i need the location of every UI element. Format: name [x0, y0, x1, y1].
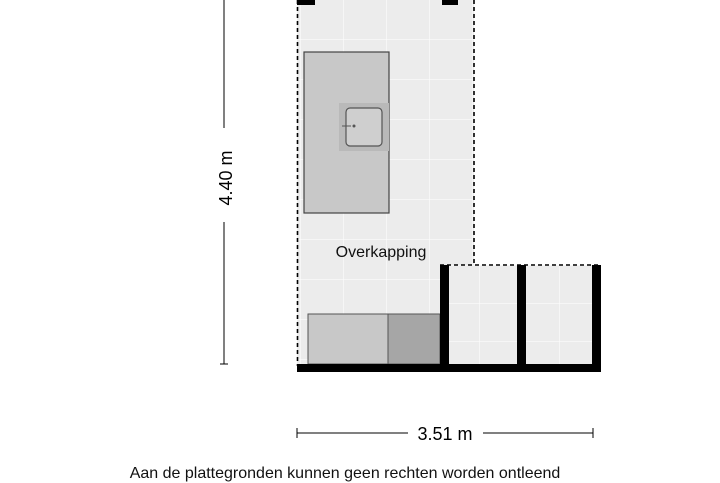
- disclaimer-text: Aan de plattegronden kunnen geen rechten worden ontleend: [129, 465, 561, 482]
- height-dimension-label: 4.40 m: [216, 150, 236, 206]
- wall-stub-left: [297, 0, 315, 5]
- room-label: Overkapping: [335, 244, 427, 261]
- width-dimension-label: 3.51 m: [417, 424, 473, 444]
- appliance-bottom: [388, 314, 440, 364]
- wall-stub-right: [442, 0, 458, 5]
- counter-bottom: [308, 314, 388, 364]
- sink-icon: [339, 103, 389, 151]
